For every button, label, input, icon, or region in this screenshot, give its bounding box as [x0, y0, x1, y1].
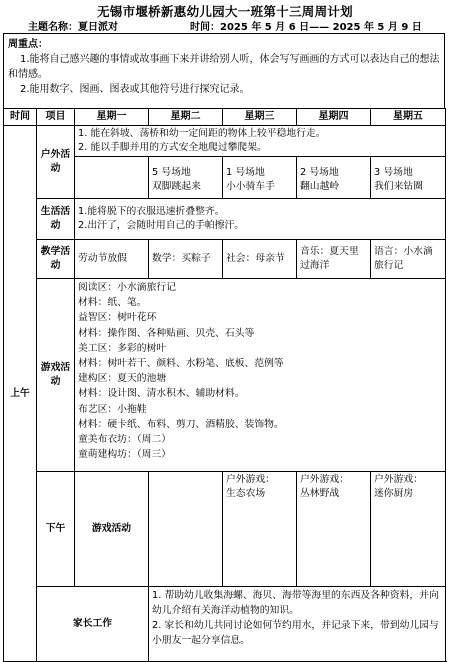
outdoor-monday — [75, 157, 149, 199]
time-range: 时间：2025 年 5 月 6 日—— 2025 年 5 月 9 日 — [190, 22, 422, 33]
plan-table — [3, 108, 446, 662]
header-time: 时间 — [4, 109, 37, 126]
outdoor-wednesday: 1 号场地 小小骑车手 — [223, 157, 297, 199]
game-line-3: 益智区：树叶花环 — [78, 312, 157, 324]
teaching-row — [4, 240, 446, 279]
header-friday: 星期五 — [371, 109, 446, 126]
header-item: 项目 — [37, 109, 75, 126]
outdoor-goals — [75, 126, 446, 157]
outdoor-goals-row — [4, 126, 446, 157]
life-label: 生活活动 — [37, 199, 75, 240]
game-content — [75, 279, 446, 472]
header-tuesday: 星期二 — [149, 109, 223, 126]
game-line-6: 材料：树叶若干、颜料、水粉笔、底板、范例等 — [78, 358, 284, 370]
game-line-4: 材料：操作图、各种贴画、贝壳、石头等 — [78, 327, 255, 339]
parents-item-2: 2. 家长和幼儿共同讨论如何节约用水，并记录下来，带到幼儿园与小朋友一起分享信息。 — [152, 620, 439, 646]
afternoon-label: 下午 — [37, 472, 75, 587]
teaching-label: 教学活动 — [37, 240, 75, 279]
teaching-friday: 语言：小水滴旅行记 — [371, 240, 446, 279]
outdoor-friday: 3 号场地 我们来钻圈 — [371, 157, 446, 199]
afternoon-row — [4, 472, 446, 587]
teaching-wednesday: 社会：母亲节 — [223, 240, 297, 279]
outdoor-label: 户外活动 — [37, 126, 75, 199]
life-item-1: 1.能将脱下的衣服迅速折叠整齐。 — [78, 206, 225, 217]
life-row — [4, 199, 446, 240]
header-wednesday: 星期三 — [223, 109, 297, 126]
weekly-focus — [3, 33, 445, 108]
game-label: 游戏活动 — [37, 279, 75, 472]
afternoon-thursday: 户外游戏： 迷你厨房 — [371, 472, 446, 587]
header-row — [4, 109, 446, 126]
afternoon-wednesday: 户外游戏： 丛林野战 — [297, 472, 371, 587]
header-monday: 星期一 — [75, 109, 149, 126]
outdoor-goal-2: 2. 能以手脚并用的方式安全地爬过攀爬架。 — [78, 142, 267, 153]
game-line-9: 布艺区：小拖鞋 — [78, 403, 147, 415]
game-line-11: 童美布衣坊：（周二） — [78, 434, 172, 446]
game-line-2: 材料：纸、笔。 — [78, 297, 147, 309]
outdoor-goal-1: 1. 能在斜坡、荡桥和幼一定间距的物体上较平稳地行走。 — [78, 128, 326, 139]
game-line-1: 阅读区：小水滴旅行记 — [78, 282, 176, 293]
weekly-focus-item-2: 2.能用数字、图画、图表或其他符号进行探究记录。 — [20, 84, 250, 95]
life-items — [75, 199, 446, 240]
theme-name: 主题名称：夏日派对 — [28, 22, 118, 33]
afternoon-game-label: 游戏活动 — [75, 472, 149, 587]
game-line-5: 美工区：多彩的树叶 — [78, 342, 167, 354]
parents-content — [149, 587, 446, 662]
game-line-7: 建构区：夏天的池塘 — [78, 373, 167, 385]
document-title: 无锡市堰桥新惠幼儿园大一班第十三周周计划 — [96, 4, 353, 19]
game-line-10: 材料：硬卡纸、布料、剪刀、酒精胶、装饰物。 — [78, 418, 284, 430]
game-line-8: 材料：设计图、清水积木、辅助材料。 — [78, 388, 245, 400]
parents-label: 家长工作 — [37, 587, 149, 662]
parents-item-1: 1. 帮助幼儿收集海螺、海贝、海带等海里的东西及各种资料，并向幼儿介绍有关海洋动植物的知识。 — [152, 590, 439, 616]
game-line-12: 童萌建构坊：（周三） — [78, 449, 172, 461]
outdoor-tuesday: 5 号场地 双脚跳起来 — [149, 157, 223, 199]
afternoon-monday — [149, 472, 223, 587]
weekly-focus-item-1: 1.能将自己感兴趣的事情或故事画下来并讲给别人听，体会写写画画的方式可以表达自己的想法和情感。 — [8, 54, 440, 80]
game-row — [4, 279, 446, 472]
morning-label: 上午 — [4, 126, 37, 662]
life-item-2: 2.出汗了，会随时用自己的手帕擦汗。 — [78, 220, 245, 231]
teaching-tuesday: 数学：买粽子 — [149, 240, 223, 279]
parents-row — [4, 587, 446, 662]
outdoor-thursday: 2 号场地 翻山越岭 — [297, 157, 371, 199]
teaching-thursday: 音乐：夏天里过海洋 — [297, 240, 371, 279]
afternoon-tuesday: 户外游戏： 生态农场 — [223, 472, 297, 587]
teaching-monday: 劳动节放假 — [75, 240, 149, 279]
weekly-focus-heading: 周重点： — [8, 39, 48, 50]
header-thursday: 星期四 — [297, 109, 371, 126]
